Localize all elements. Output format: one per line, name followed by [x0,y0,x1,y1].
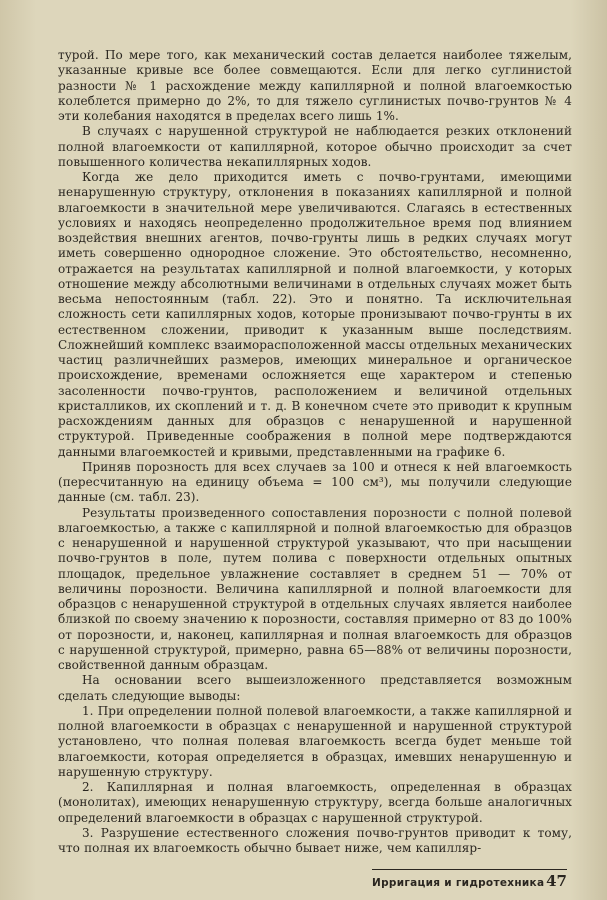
page-number: 47 [546,872,567,890]
paragraph-disturbed-structure: В случаях с нарушенной структурой не наблюдается резких отклонений полной влагоемкости от капиллярной, которое обычно происходит за счет повышенного количества некапиллярных ходов. [58,124,572,169]
paragraph-results: Результаты произведенного сопоставления порозности с полной полевой влагоемкостью, а также с капиллярной и полной влагоемкостью для образцов с ненарушенной и нарушенной структурой указывают, что при насыщении почво-грунтов в поле, путем полива с поверхности отдельных опытных площадок, предельное увлажнение составляет в среднем 51 — 70% от величины порозности. Величина капиллярной и полной влагоемкости для образцов с ненарушенной структурой в отдельных случаях является наиболее близкой по своему значению к порозности, составляя примерно от 83 до 100% от порозности, и, наконец, капиллярная и полная влагоемкость для образцов с нарушенной структурой, примерно, равна 65—88% от величины порозности, свойственной данным образцам. [58,505,572,672]
paragraph-conclusions-intro: На основании всего вышеизложенного представляется возможным сделать следующие выводы: [58,673,572,703]
paragraph-continuation: турой. По мере того, как механический состав делается наиболее тяжелым, указанные кривые все более совмещаются. Если для легко суглинистой разности № 1 расхождение между капиллярной и полной влагоемкостью колеблется примерно до 2%, то для тяжело суглинистых почво-грунтов № 4 эти колебания находятся в пределах всего лишь 1%. [58,48,572,123]
paragraph-undisturbed-structure: Когда же дело приходится иметь с почво-грунтами, имеющими ненарушенную структуру, отклонения в показаниях капиллярной и полной влагоемкости в значительной мере увеличиваются. Слагаясь в естественных условиях и находясь неопределенно продолжительное время под влиянием воздействия внешних агентов, почво-грунты лишь в редких случаях могут иметь совершенно однородное сложение. Это обстоятельство, несомненно, отражается на результатах капиллярной и полной влагоемкости, у которых отношение между абсолютными величинами в отдельных случаях может быть весьма непостоянным (табл. 22). Это и понятно. Та исключительная сложность сети капиллярных ходов, которые пронизывают почво-грунты в их естественном сложении, приводит к указанным выше последствиям. Сложнейший комплекс взаиморасположенной массы отдельных механических частиц различнейших размеров, имеющих минеральное и органическое происхождение, временами осложняется еще характером и степенью засоленности почво-грунтов, расположением и величиной отдельных кристалликов, их скоплений и т. д. В конечном счете это приводит к крупным расхождениям данных для образцов с ненарушенной и нарушенной структурой. Приведенные соображения в полной мере подтверждаются данными влагоемкостей и кривыми, представленными на графике 6. [58,170,572,459]
conclusion-item-1: 1. При определении полной полевой влагоемкости, а также капиллярной и полной влагоемкости в образцах с ненарушенной и нарушенной структурой установлено, что полная полевая влагоемкость всегда будет меньше той влагоемкости, которая определяется в образцах, имевших ненарушенную и нарушенную структуру. [58,703,572,779]
paragraph-porosity: Приняв порозность для всех случаев за 100 и отнеся к ней влагоемкость (пересчитанную на единицу объема = 100 см³), мы получили следующие данные (см. табл. 23). [58,459,572,505]
conclusion-item-3: 3. Разрушение естественного сложения почво-грунтов приводит к тому, что полная их влагоемкость обычно бывает ниже, чем капилляр- [58,825,572,855]
conclusion-item-2: 2. Капиллярная и полная влагоемкость, определенная в образцах (монолитах), имеющих ненарушенную структуру, всегда больше аналогичных определений влагоемкости в образцах с нарушенной структурой. [58,780,572,825]
journal-title: Ирригация и гидротехника [372,877,545,889]
body-text [58,48,572,856]
page-footer [372,869,567,890]
